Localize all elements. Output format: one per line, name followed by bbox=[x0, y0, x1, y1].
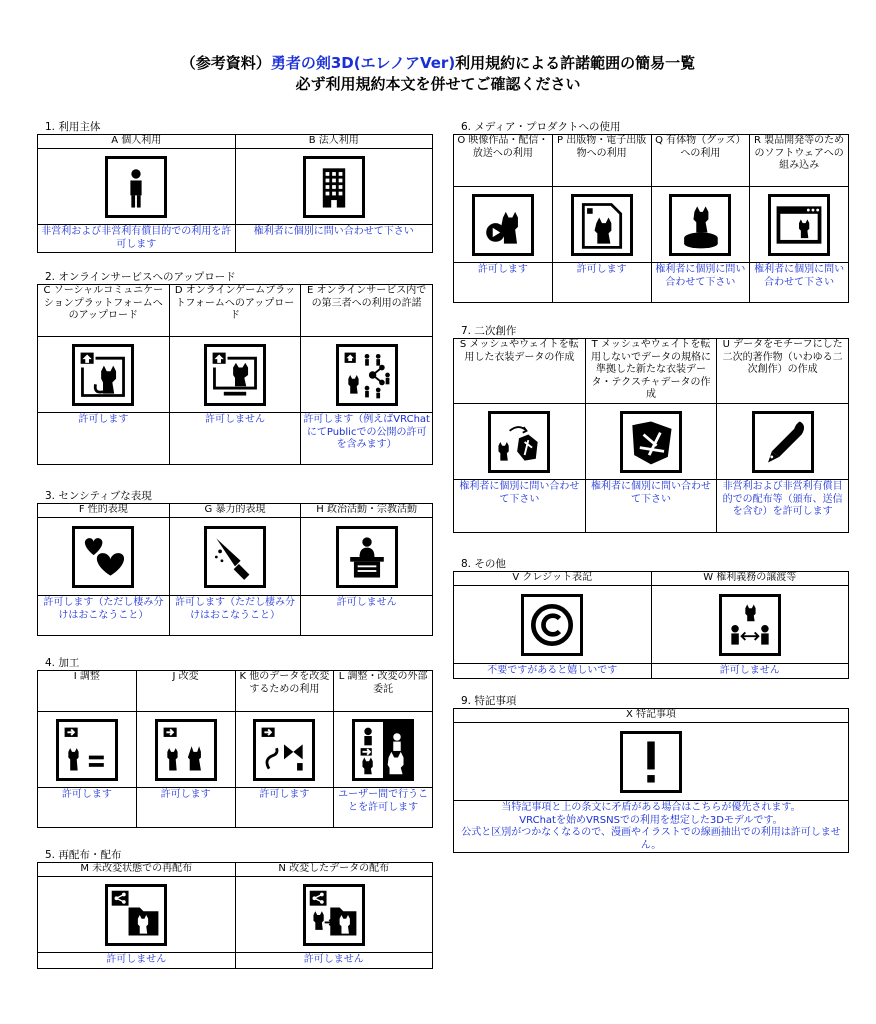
item-head-l: L 調整・改変の外部委託 bbox=[334, 671, 433, 712]
section-derivative bbox=[453, 324, 849, 533]
section-title: 9. 特記事項 bbox=[461, 695, 517, 707]
item-foot-f: 許可します（ただし棲み分けはおこなうこと） bbox=[38, 596, 170, 636]
item-foot-w: 許可しません bbox=[651, 664, 849, 679]
section-title: 6. メディア・プロダクトへの使用 bbox=[461, 121, 621, 133]
item-foot-o: 許可します bbox=[454, 263, 553, 303]
item-foot-b: 権利者に個別に問い合わせて下さい bbox=[235, 225, 433, 253]
item-head-m: M 未改変状態での再配布 bbox=[38, 863, 236, 877]
building-icon bbox=[303, 156, 365, 218]
note-line-1: 当特記事項と上の条文に矛盾がある場合はこちらが優先されます。 bbox=[501, 802, 801, 813]
section-processing bbox=[37, 656, 433, 828]
item-foot-a: 非営利および非営利有償目的での利用を許可します bbox=[38, 225, 236, 253]
adjust-icon bbox=[56, 719, 118, 781]
item-foot-q: 権利者に個別に問い合わせて下さい bbox=[651, 263, 750, 303]
section-title: 8. その他 bbox=[461, 558, 506, 570]
upload-cat-icon bbox=[72, 344, 134, 406]
item-head-b: B 法人利用 bbox=[235, 135, 433, 149]
modify-icon bbox=[155, 719, 217, 781]
section-media-products bbox=[453, 120, 849, 303]
section-title: 5. 再配布・配布 bbox=[45, 849, 122, 861]
section-title: 1. 利用主体 bbox=[45, 121, 101, 133]
item-head-f: F 性的表現 bbox=[38, 504, 170, 518]
knife-icon bbox=[204, 526, 266, 588]
parts-icon bbox=[253, 719, 315, 781]
redistribute-icon bbox=[105, 884, 167, 946]
item-head-g: G 暴力的表現 bbox=[169, 504, 301, 518]
person-icon bbox=[105, 156, 167, 218]
section-title: 4. 加工 bbox=[45, 657, 80, 669]
item-foot-k: 許可します bbox=[235, 788, 334, 828]
section-title: 3. センシティブな表現 bbox=[45, 490, 152, 502]
item-foot-s: 権利者に個別に問い合わせて下さい bbox=[454, 480, 586, 533]
item-foot-n: 許可しません bbox=[235, 953, 433, 969]
item-foot-j: 許可します bbox=[136, 788, 235, 828]
copyright-icon bbox=[521, 594, 583, 656]
item-head-c: C ソーシャルコミュニケーションプラットフォームへのアップロード bbox=[38, 285, 170, 337]
item-head-q: Q 有体物（グッズ）への利用 bbox=[651, 135, 750, 187]
item-head-h: H 政治活動・宗教活動 bbox=[301, 504, 433, 518]
special-notes-text bbox=[454, 801, 849, 853]
video-icon bbox=[472, 194, 534, 256]
title-suffix: 利用規約による許諾範囲の簡易一覧 bbox=[455, 54, 696, 72]
publication-icon bbox=[571, 194, 633, 256]
item-foot-v: 不要ですがあると嬉しいです bbox=[454, 664, 652, 679]
note-line-2: VRChatを始めVRSNSでの利用を想定した3Dモデルです。 bbox=[519, 814, 783, 826]
section-title: 7. 二次創作 bbox=[461, 325, 517, 337]
item-head-d: D オンラインゲームプラットフォームへのアップロード bbox=[169, 285, 301, 337]
item-head-p: P 出版物・電子出版物への利用 bbox=[552, 135, 651, 187]
item-head-a: A 個人利用 bbox=[38, 135, 236, 149]
share-users-icon bbox=[336, 344, 398, 406]
item-foot-p: 許可します bbox=[552, 263, 651, 303]
item-head-n: N 改変したデータの配布 bbox=[235, 863, 433, 877]
note-line-3: 公式と区別がつかなくなるので、漫画やイラストでの線画抽出での利用は許可しません。 bbox=[461, 827, 841, 851]
title-product-name: 勇者の剣3D(エレノアVer) bbox=[270, 54, 456, 72]
item-foot-u: 非営利および非営利有償目的での配布等（頒布、送信を含む）を許可します bbox=[717, 480, 849, 533]
distribute-modified-icon bbox=[303, 884, 365, 946]
item-foot-d: 許可しません bbox=[169, 413, 301, 465]
page-title bbox=[0, 52, 876, 73]
section-title: 2. オンラインサービスへのアップロード bbox=[45, 271, 236, 283]
item-foot-r: 権利者に個別に問い合わせて下さい bbox=[750, 263, 849, 303]
item-head-w: W 権利義務の譲渡等 bbox=[651, 572, 849, 586]
item-head-j: J 改変 bbox=[136, 671, 235, 712]
upload-monitor-icon bbox=[204, 344, 266, 406]
item-foot-e: 許可します（例えばVRChatにてPublicでの公開の許可を含みます） bbox=[301, 413, 433, 465]
costume-new-icon bbox=[620, 411, 682, 473]
section-online-upload bbox=[37, 270, 433, 465]
item-head-u: U データをモチーフにした二次的著作物（いわゆる二次創作）の作成 bbox=[717, 339, 849, 404]
item-foot-g: 許可します（ただし棲み分けはおこなうこと） bbox=[169, 596, 301, 636]
item-foot-i: 許可します bbox=[38, 788, 137, 828]
item-head-s: S メッシュやウェイトを転用した衣装データの作成 bbox=[454, 339, 586, 404]
outsource-icon bbox=[352, 719, 414, 781]
pen-icon bbox=[752, 411, 814, 473]
item-foot-h: 許可しません bbox=[301, 596, 433, 636]
software-icon bbox=[768, 194, 830, 256]
item-head-k: K 他のデータを改変するための利用 bbox=[235, 671, 334, 712]
item-foot-t: 権利者に個別に問い合わせて下さい bbox=[585, 480, 717, 533]
exclamation-icon bbox=[620, 731, 682, 793]
figure-icon bbox=[669, 194, 731, 256]
page-subtitle: 必ず利用規約本文を併せてご確認ください bbox=[295, 75, 581, 93]
title-prefix: （参考資料） bbox=[180, 54, 271, 72]
item-foot-c: 許可します bbox=[38, 413, 170, 465]
item-head-x: X 特記事項 bbox=[454, 709, 849, 723]
hearts-icon bbox=[72, 526, 134, 588]
item-foot-m: 許可しません bbox=[38, 953, 236, 969]
costume-transfer-icon bbox=[488, 411, 550, 473]
item-head-r: R 製品開発等のためのソフトウェアへの組み込み bbox=[750, 135, 849, 187]
item-head-v: V クレジット表記 bbox=[454, 572, 652, 586]
section-special-notes bbox=[453, 694, 849, 853]
section-usage-subject bbox=[37, 120, 433, 253]
transfer-rights-icon bbox=[719, 594, 781, 656]
item-head-e: E オンラインサービス内での第三者への利用の許諾 bbox=[301, 285, 433, 337]
section-other bbox=[453, 557, 849, 679]
item-head-t: T メッシュやウェイトを転用しないでデータの規格に準拠した新たな衣装データ・テクスチャデータの作成 bbox=[585, 339, 717, 404]
item-head-o: O 映像作品・配信・放送への利用 bbox=[454, 135, 553, 187]
item-head-i: I 調整 bbox=[38, 671, 137, 712]
section-redistribution bbox=[37, 848, 433, 969]
podium-icon bbox=[336, 526, 398, 588]
item-foot-l: ユーザー間で行うことを許可します bbox=[334, 788, 433, 828]
section-sensitive bbox=[37, 489, 433, 636]
